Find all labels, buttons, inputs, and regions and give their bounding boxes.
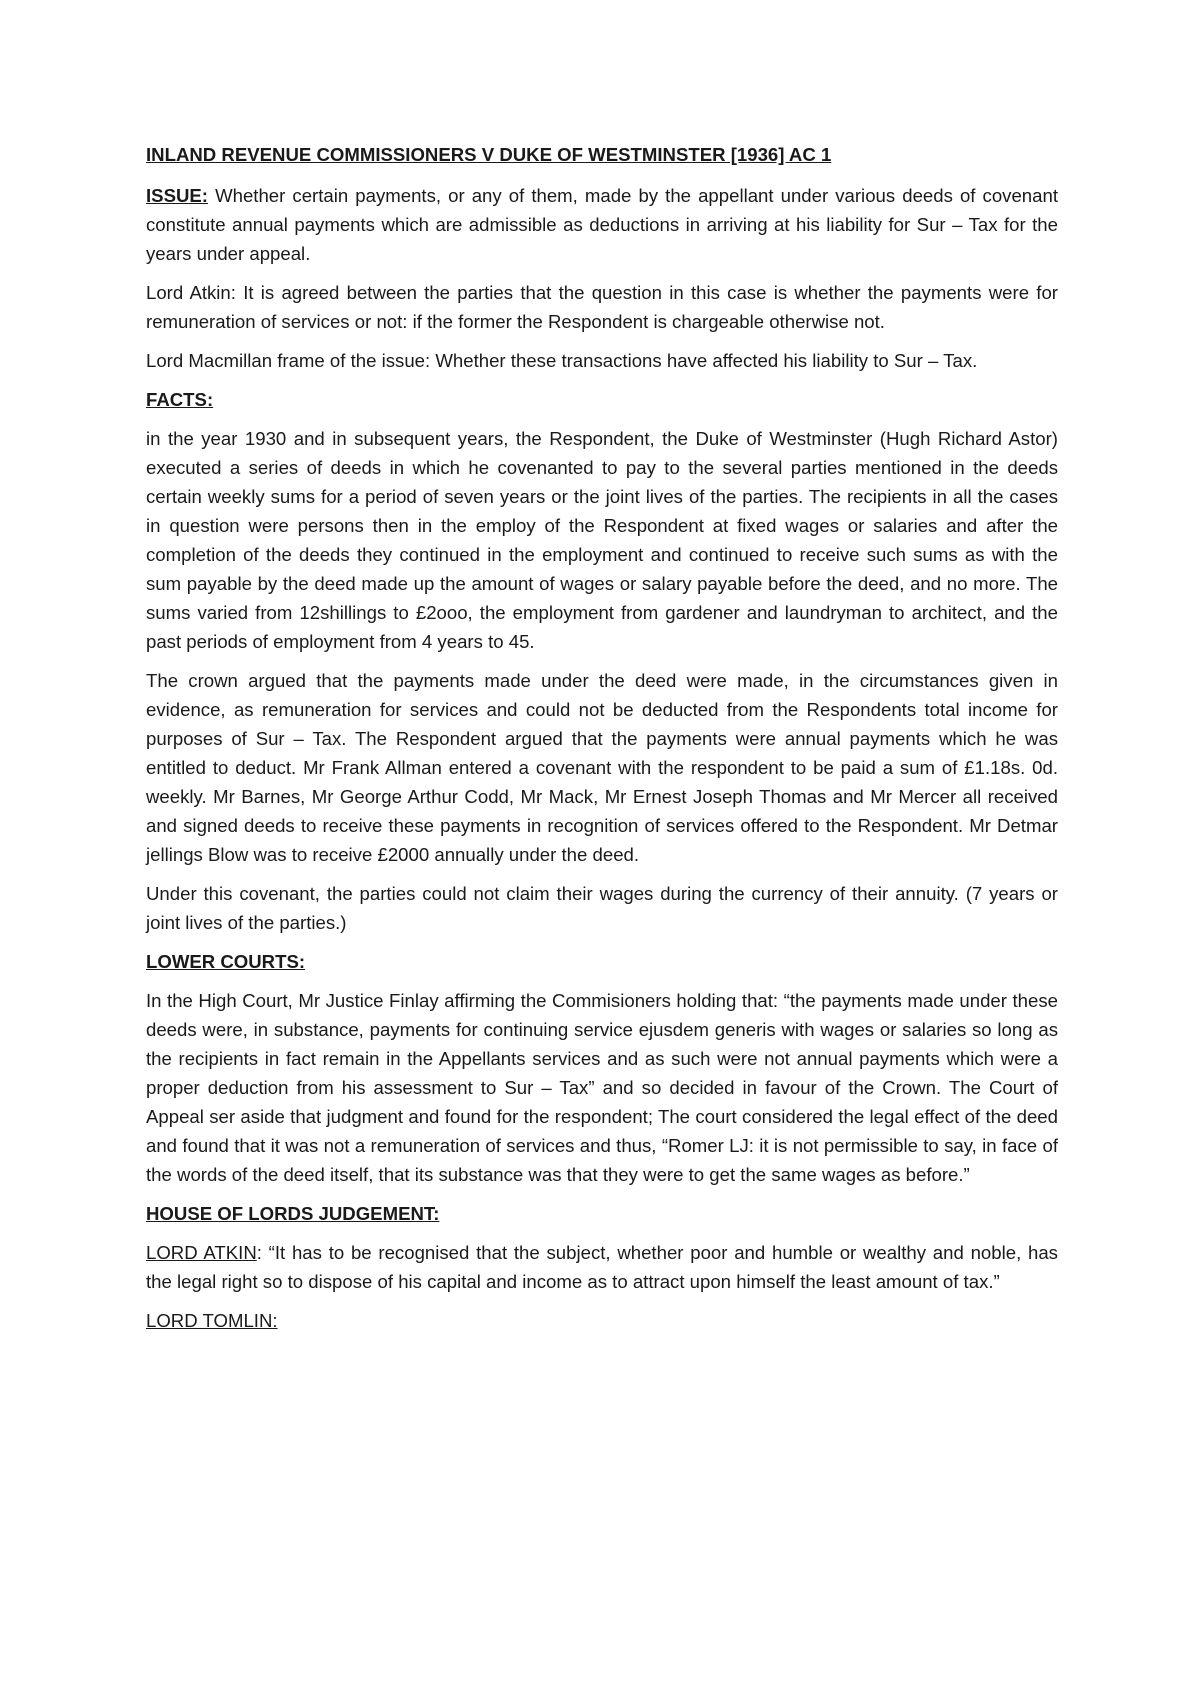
- lord-atkin-label: LORD ATKIN: [146, 1242, 257, 1263]
- lord-atkin-text: : “It has to be recognised that the subject, whether poor and humble or wealthy and noble, has the legal right so to dispose of his capital and income as to attract upon himself the least amount of tax.”: [146, 1242, 1058, 1292]
- page-title: INLAND REVENUE COMMISSIONERS V DUKE OF WESTMINSTER [1936] AC 1: [146, 144, 832, 165]
- issue-text: Whether certain payments, or any of them, made by the appellant under various deeds of covenant constitute annual payments which are admissible as deductions in arriving at his liability for Sur – Tax for the years under appeal.: [146, 185, 1058, 264]
- issue-label: ISSUE:: [146, 185, 208, 206]
- facts-paragraph-2: The crown argued that the payments made under the deed were made, in the circumstances given in evidence, as remuneration for services and could not be deducted from the Respondents total income for purposes of Sur – Tax. The Respondent argued that the payments were annual payments which he was entitled to deduct. Mr Frank Allman entered a covenant with the respondent to be paid a sum of £1.18s. 0d. weekly. Mr Barnes, Mr George Arthur Codd, Mr Mack, Mr Ernest Joseph Thomas and Mr Mercer all received and signed deeds to receive these payments in recognition of services offered to the Respondent. Mr Detmar jellings Blow was to receive £2000 annually under the deed.: [146, 670, 1058, 865]
- facts-paragraph-1: in the year 1930 and in subsequent years, the Respondent, the Duke of Westminster (Hugh Richard Astor) executed a series of deeds in which he covenanted to pay to the several parties mentioned in the deeds certain weekly sums for a period of seven years or the joint lives of the parties. The recipients in all the cases in question were persons then in the employ of the Respondent at fixed wages or salaries and after the completion of the deeds they continued in the employment and continued to receive such sums as with the sum payable by the deed made up the amount of wages or salary payable before the deed, and no more. The sums varied from 12shillings to £2ooo, the employment from gardener and laundryman to architect, and the past periods of employment from 4 years to 45.: [146, 428, 1058, 652]
- facts-paragraph-3: Under this covenant, the parties could not claim their wages during the currency of their annuity. (7 years or joint lives of the parties.): [146, 883, 1058, 933]
- lower-courts-heading: LOWER COURTS:: [146, 951, 306, 972]
- hol-heading: HOUSE OF LORDS JUDGEMENT:: [146, 1203, 440, 1224]
- facts-heading: FACTS:: [146, 389, 214, 410]
- issue-paragraph: [146, 181, 1058, 268]
- document-page: [146, 140, 1058, 1345]
- macmillan-issue-paragraph: Lord Macmillan frame of the issue: Whether these transactions have affected his liability to Sur – Tax.: [146, 350, 978, 371]
- lord-tomlin-heading: LORD TOMLIN:: [146, 1310, 278, 1331]
- atkin-issue-paragraph: Lord Atkin: It is agreed between the parties that the question in this case is whether the payments were for remuneration of services or not: if the former the Respondent is chargeable otherwise not.: [146, 282, 1058, 332]
- lord-atkin-paragraph: [146, 1238, 1058, 1296]
- lower-courts-paragraph: In the High Court, Mr Justice Finlay affirming the Commisioners holding that: “the payments made under these deeds were, in substance, payments for continuing service ejusdem generis with wages or salaries so long as the recipients in fact remain in the Appellants services and as such were not annual payments which were a proper deduction from his assessment to Sur – Tax” and so decided in favour of the Crown. The Court of Appeal ser aside that judgment and found for the respondent; The court considered the legal effect of the deed and found that it was not a remuneration of services and thus, “Romer LJ: it is not permissible to say, in face of the words of the deed itself, that its substance was that they were to get the same wages as before.”: [146, 990, 1058, 1185]
